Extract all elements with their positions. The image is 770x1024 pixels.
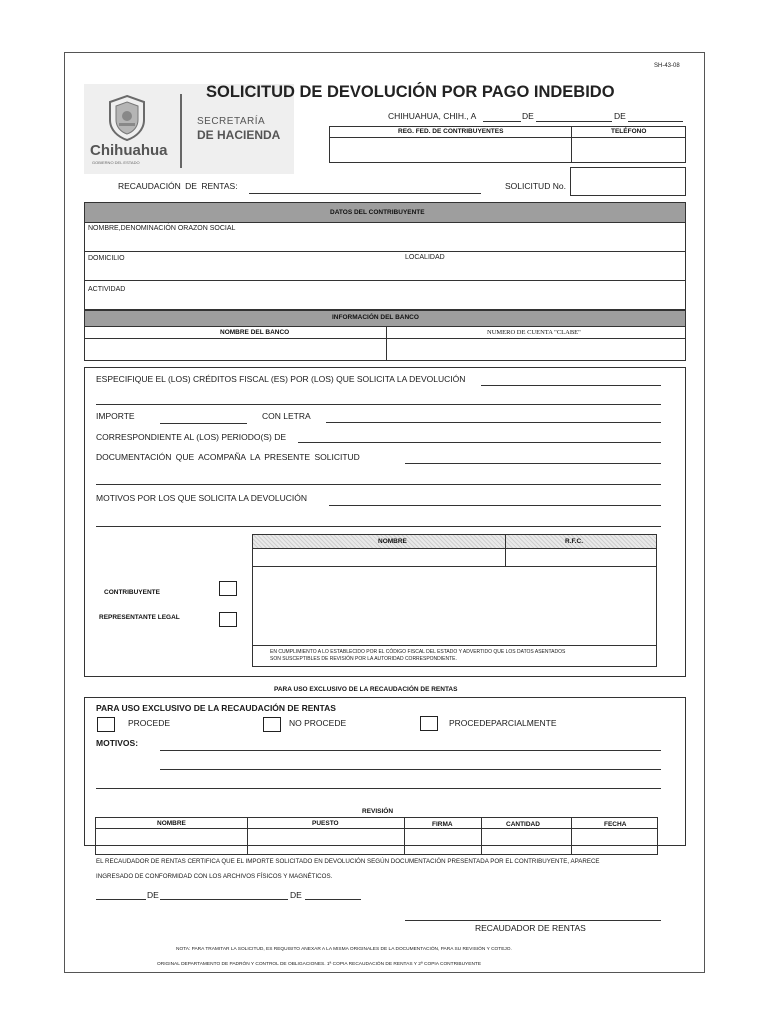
procede-label: PROCEDE	[128, 718, 171, 728]
revision-col-puesto: PUESTO	[312, 820, 339, 827]
revision-col-cantidad: CANTIDAD	[506, 821, 540, 828]
cert-de-label-2: DE	[290, 890, 302, 900]
logo-divider	[180, 94, 182, 168]
creditos-field-2[interactable]	[96, 404, 661, 405]
logo-state-sub: GOBIERNO DEL ESTADO	[92, 160, 140, 165]
localidad-input[interactable]	[404, 263, 685, 279]
creditos-field[interactable]	[481, 385, 661, 386]
motivos-rr-field-3[interactable]	[96, 788, 661, 789]
phone-label: TELÉFONO	[611, 128, 647, 135]
recaudacion-field[interactable]	[249, 193, 481, 194]
firmante-disclaimer-line	[252, 645, 657, 646]
motivos-field-2[interactable]	[96, 526, 661, 527]
firmante-header	[253, 535, 656, 548]
footer-distribucion: ORIGINAL DEPARTAMENTO DE PADRÓN Y CONTROL DE OBLIGACIONES. 1ª COPIA RECAUDACIÓN DE RENTAS Y 2ª COPIA CONTRIBUYENTE	[157, 962, 482, 967]
firmante-rfc-header: R.F.C.	[565, 538, 584, 545]
de-label-2: DE	[614, 111, 626, 121]
localidad-label: LOCALIDAD	[405, 254, 445, 261]
banco-title: INFORMACIÓN DEL BANCO	[332, 314, 419, 321]
revision-nombre-input[interactable]	[96, 829, 246, 854]
no-procede-checkbox[interactable]	[263, 717, 281, 732]
rfc-input[interactable]	[330, 138, 570, 162]
firmante-nombre-header: NOMBRE	[378, 538, 407, 545]
day-field[interactable]	[483, 121, 521, 122]
state-seal-icon	[104, 94, 150, 142]
uso-exclusivo-outer-title: PARA USO EXCLUSIVO DE LA RECAUDACIÓN DE RENTAS	[274, 686, 458, 693]
revision-cantidad-input[interactable]	[482, 829, 570, 854]
place-date-label: CHIHUAHUA, CHIH., A	[388, 111, 477, 121]
solicitud-label: SOLICITUD No.	[505, 181, 566, 191]
no-procede-label: NO PROCEDE	[289, 718, 347, 728]
firmante-nombre-input[interactable]	[253, 549, 504, 565]
disclaimer-line1: EN CUMPLIMIENTO A LO ESTABLECIDO POR EL CÓDIGO FISCAL DEL ESTADO Y ADVERTIDO QUE LOS DATOS ASENTADOS	[270, 649, 566, 655]
revision-fecha-input[interactable]	[572, 829, 657, 854]
firmante-rfc-input[interactable]	[506, 549, 656, 565]
datos-line-3	[84, 280, 686, 281]
representante-checkbox[interactable]	[219, 612, 237, 627]
datos-line-1	[84, 222, 686, 223]
representante-label: REPRESENTANTE LEGAL	[99, 614, 180, 621]
documentacion-field[interactable]	[405, 463, 661, 464]
especifique-label: ESPECIFIQUE EL (LOS) CRÉDITOS FISCAL (ES) POR (LOS) QUE SOLICITA LA DEVOLUCIÓN	[96, 374, 466, 384]
certificacion-line1: EL RECAUDADOR DE RENTAS CERTIFICA QUE EL IMPORTE SOLICITADO EN DEVOLUCIÓN SEGÚN DOCUMENTACIÓN PRESENTADA POR EL CONTRIBUYENTE, APARECE	[96, 858, 600, 865]
con-letra-label: CON LETRA	[262, 411, 311, 421]
procede-parcialmente-label: PROCEDEPARCIALMENTE	[449, 718, 557, 728]
banco-cuenta-label: NUMERO DE CUENTA "CLABE"	[487, 329, 581, 336]
revision-col-firma: FIRMA	[432, 821, 453, 828]
nombre-input[interactable]	[85, 234, 685, 250]
actividad-label: ACTIVIDAD	[88, 286, 126, 293]
banco-cuenta-input[interactable]	[387, 339, 685, 360]
banco-line-1	[84, 326, 686, 327]
cert-month-field[interactable]	[160, 899, 288, 900]
recaudador-signature-line[interactable]	[405, 920, 661, 921]
firmante-signature-area[interactable]	[253, 567, 656, 645]
datos-contribuyente-title: DATOS DEL CONTRIBUYENTE	[330, 209, 425, 216]
procede-parcialmente-checkbox[interactable]	[420, 716, 438, 731]
periodos-label: CORRESPONDIENTE AL (LOS) PERIODO(S) DE	[96, 432, 287, 442]
disclaimer-line2: SON SUSCEPTIBLES DE REVISIÓN POR LA AUTORIDAD CORRESPONDIENTE.	[270, 656, 457, 662]
revision-col-fecha: FECHA	[604, 821, 627, 828]
form-code: SH-43-08	[654, 63, 680, 69]
procede-checkbox[interactable]	[97, 717, 115, 732]
motivos-rr-field-2[interactable]	[160, 769, 661, 770]
logo-state-name: Chihuahua	[90, 142, 168, 159]
revision-firma-input[interactable]	[405, 829, 480, 854]
contribuyente-label: CONTRIBUYENTE	[104, 589, 160, 596]
documentacion-label: DOCUMENTACIÓN QUE ACOMPAÑA LA PRESENTE SOLICITUD	[96, 452, 360, 462]
banco-nombre-label: NOMBRE DEL BANCO	[220, 329, 290, 336]
domicilio-label: DOMICILIO	[88, 255, 125, 262]
logo-dept-line2: DE HACIENDA	[197, 128, 281, 142]
phone-input[interactable]	[572, 138, 685, 162]
nombre-label: NOMBRE,DENOMINACIÓN ORAZON SOCIAL	[88, 225, 236, 232]
actividad-input[interactable]	[85, 295, 685, 309]
solicitud-number-field[interactable]	[570, 167, 686, 196]
recaudacion-label: RECAUDACIÓN DE RENTAS:	[118, 181, 238, 191]
con-letra-field[interactable]	[326, 422, 661, 423]
rfc-label: REG. FED. DE CONTRIBUYENTES	[398, 128, 504, 135]
domicilio-input[interactable]	[85, 263, 403, 279]
year-field[interactable]	[628, 121, 683, 122]
importe-label: IMPORTE	[96, 411, 135, 421]
banco-nombre-input[interactable]	[85, 339, 385, 360]
cert-de-label-1: DE	[147, 890, 159, 900]
logo-dept-line1: SECRETARÍA	[197, 116, 266, 127]
datos-line-2	[84, 251, 686, 252]
periodos-field[interactable]	[298, 442, 661, 443]
motivos-label: MOTIVOS POR LOS QUE SOLICITA LA DEVOLUCIÓN	[96, 493, 307, 503]
motivos-field[interactable]	[329, 505, 661, 506]
motivos-rr-label: MOTIVOS:	[96, 738, 139, 748]
month-field[interactable]	[536, 121, 612, 122]
de-label-1: DE	[522, 111, 534, 121]
revision-puesto-input[interactable]	[248, 829, 403, 854]
importe-field[interactable]	[160, 423, 247, 424]
cert-day-field[interactable]	[96, 899, 146, 900]
contribuyente-checkbox[interactable]	[219, 581, 237, 596]
recaudador-label: RECAUDADOR DE RENTAS	[475, 923, 586, 933]
revision-col-nombre: NOMBRE	[157, 820, 186, 827]
footer-nota: NOTA: PARA TRAMITAR LA SOLICITUD, ES REQUISITO ANEXAR A LA MISMA ORIGINALES DE LA DOCUMENTACIÓN, PARA SU REVISIÓN Y COTEJO.	[176, 947, 512, 952]
documentacion-field-2[interactable]	[96, 484, 661, 485]
motivos-rr-field-1[interactable]	[160, 750, 661, 751]
revision-title: REVISIÓN	[362, 808, 394, 815]
form-title: SOLICITUD DE DEVOLUCIÓN POR PAGO INDEBIDO	[206, 83, 615, 101]
cert-year-field[interactable]	[305, 899, 361, 900]
uso-exclusivo-inner-title: PARA USO EXCLUSIVO DE LA RECAUDACIÓN DE RENTAS	[96, 703, 336, 713]
certificacion-line2: INGRESADO DE CONFORMIDAD CON LOS ARCHIVOS FÍSICOS Y MAGNÉTICOS.	[96, 873, 333, 880]
